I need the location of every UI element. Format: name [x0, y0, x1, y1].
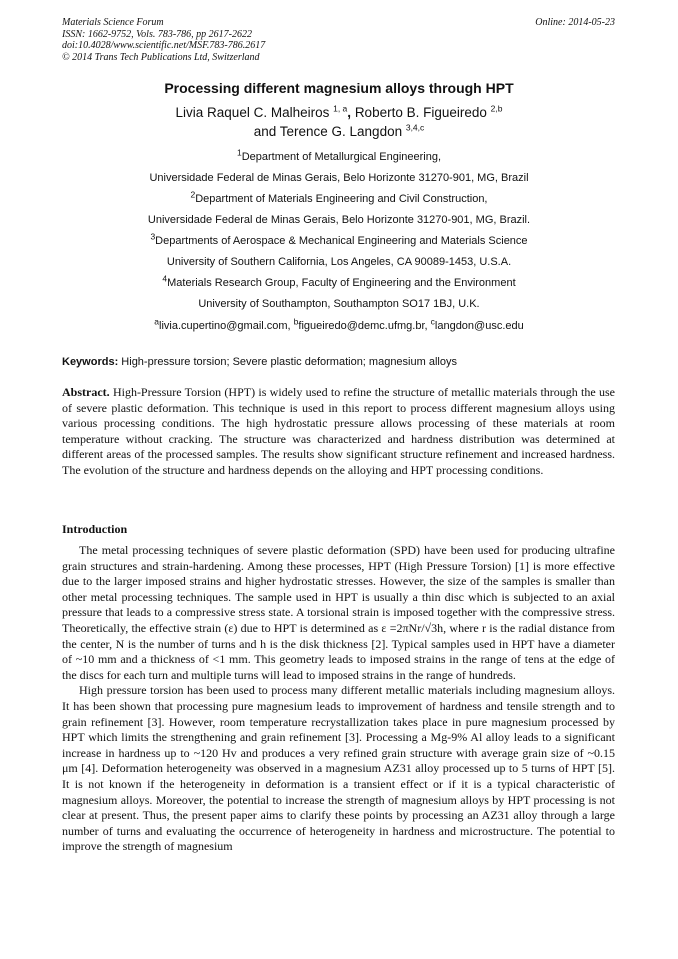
author-2-sup: 2,b: [490, 103, 503, 114]
affiliation-1-line-1: [0, 147, 678, 164]
email-line: [0, 316, 678, 333]
introduction-body: [62, 543, 615, 855]
author-1: Livia Raquel C. Malheiros: [175, 105, 334, 120]
author-3-sup: 3,4,c: [405, 122, 425, 133]
affiliation-1-sup: 1: [236, 147, 242, 158]
author-3: and Terence G. Langdon: [253, 124, 406, 139]
affiliation-2-sup: 2: [190, 189, 196, 200]
paper-title: Processing different magnesium alloys through HPT: [164, 80, 514, 96]
authors-line-1: [0, 103, 678, 122]
journal-info: [62, 17, 265, 63]
doi-line: doi:10.4028/www.scientific.net/MSF.783-786.2617: [62, 40, 266, 51]
keywords-label: Keywords:: [62, 356, 119, 368]
authors-line-2: [0, 122, 678, 141]
email-b-sup: b: [293, 316, 299, 327]
affiliation-2-text: Department of Materials Engineering and Civil Construction,: [195, 193, 488, 205]
author-1-sup: 1, a: [333, 103, 348, 114]
affiliation-3-line-1: [0, 231, 678, 248]
affiliation-1-line-2: Universidade Federal de Minas Gerais, Belo Horizonte 31270-901, MG, Brazil: [149, 172, 529, 184]
journal-name: Materials Science Forum: [62, 17, 164, 28]
affiliation-4-text: Materials Research Group, Faculty of Engineering and the Environment: [167, 277, 516, 289]
author-2: Roberto B. Figueiredo: [354, 105, 491, 120]
affiliation-4-line-2: University of Southampton, Southampton SO17 1BJ, U.K.: [198, 298, 480, 310]
affiliation-3-text: Departments of Aerospace & Mechanical Engineering and Materials Science: [155, 235, 528, 247]
abstract-text: High-Pressure Torsion (HPT) is widely used to refine the structure of metallic materials through the use of severe plastic deformation. This technique is used in this report to process different magnesium alloys using various processing conditions. The high hydrostatic pressure allows processing of these materials at room temperature without cracking. The structure was characterized and hardness distribution was determined at different areas of the processed samples. The results show significant structure refinement and increased hardness. The evolution of the structure and hardness depends on the alloying and HPT processing conditions.: [62, 385, 615, 477]
introduction-paragraph-2: High pressure torsion has been used to process many different metallic materials including magnesium alloys. It has been shown that processing pure magnesium leads to improvement of hardness and tensile strength and to grain refinement [3]. However, room temperature recrystallization takes place in pure magnesium processed by HPT which limits the strengthening and grain refinement [3]. Processing a Mg-9% Al alloy leads to a significant increase in hardness up to ~120 Hv and produces a very refined grain structure with average grain size of ~0.15 μm [4]. Deformation heterogeneity was observed in a magnesium AZ31 alloy processed up to 5 turns of HPT [5]. It is not known if the heterogeneity in deformation is a transient effect or if it is a typical characteristic of magnesium alloys. Moreover, the potential to increase the strength of magnesium alloys by HPT processing is not clear at present. Thus, the present paper aims to clarify these points by processing an AZ31 alloy through a large number of turns and evaluating the occurrence of heterogeneity in hardness and microstructure. The potential to improve the strength of magnesium: [62, 683, 615, 854]
introduction-heading: Introduction: [62, 522, 128, 536]
email-b[interactable]: figueiredo@demc.ufmg.br,: [298, 320, 431, 332]
copyright-line: © 2014 Trans Tech Publications Ltd, Switzerland: [62, 51, 260, 63]
abstract: [62, 385, 615, 479]
keywords-text: High-pressure torsion; Severe plastic deformation; magnesium alloys: [118, 356, 457, 368]
introduction-paragraph-1: The metal processing techniques of severe plastic deformation (SPD) have been used for producing ultrafine grain structures and strain-hardening. Among these processes, HPT (High Pressure Torsion) [1] is more effective due to the larger imposed strains and higher hydrostatic stresses. However, the size of the samples is smaller than other metal processing techniques. The sample used in HPT is usually a thin disc which is subjected to an axial pressure that leads to a compressive stress state. A torsional strain is imposed together with the compressive stress. Theoretically, the effective strain (ε) due to HPT is determined as ε =2πNr/√3h, where r is the radial distance from the center, N is the number of turns and h is the disk thickness [2]. Typical samples used in HPT have a diameter of ~10 mm and a thickness of <1 mm. This geometry leads to imposed strains in the range of tens at the edge of the discs for each turn and multiple turns will lead to imposed strains in the range of hundreds.: [62, 543, 615, 682]
issn-line: ISSN: 1662-9752, Vols. 783-786, pp 2617-2622: [62, 28, 252, 40]
email-a[interactable]: livia.cupertino@gmail.com,: [159, 320, 294, 332]
affiliation-3-sup: 3: [150, 231, 156, 242]
online-date: Online: 2014-05-23: [535, 17, 615, 28]
email-c-sup: c: [430, 316, 435, 327]
affiliation-2-line-1: [0, 189, 678, 206]
abstract-label: Abstract.: [62, 385, 110, 399]
affiliation-4-sup: 4: [162, 273, 168, 284]
author-separator: ,: [347, 105, 355, 120]
affiliation-4-line-1: [0, 273, 678, 290]
email-a-sup: a: [154, 316, 159, 327]
email-c[interactable]: langdon@usc.edu: [434, 320, 524, 332]
affiliation-1-text: Department of Metallurgical Engineering,: [241, 151, 442, 163]
affiliation-3-line-2: University of Southern California, Los Angeles, CA 90089-1453, U.S.A.: [166, 256, 512, 268]
affiliation-2-line-2: Universidade Federal de Minas Gerais, Belo Horizonte 31270-901, MG, Brazil.: [147, 214, 531, 226]
keywords: [62, 356, 457, 368]
